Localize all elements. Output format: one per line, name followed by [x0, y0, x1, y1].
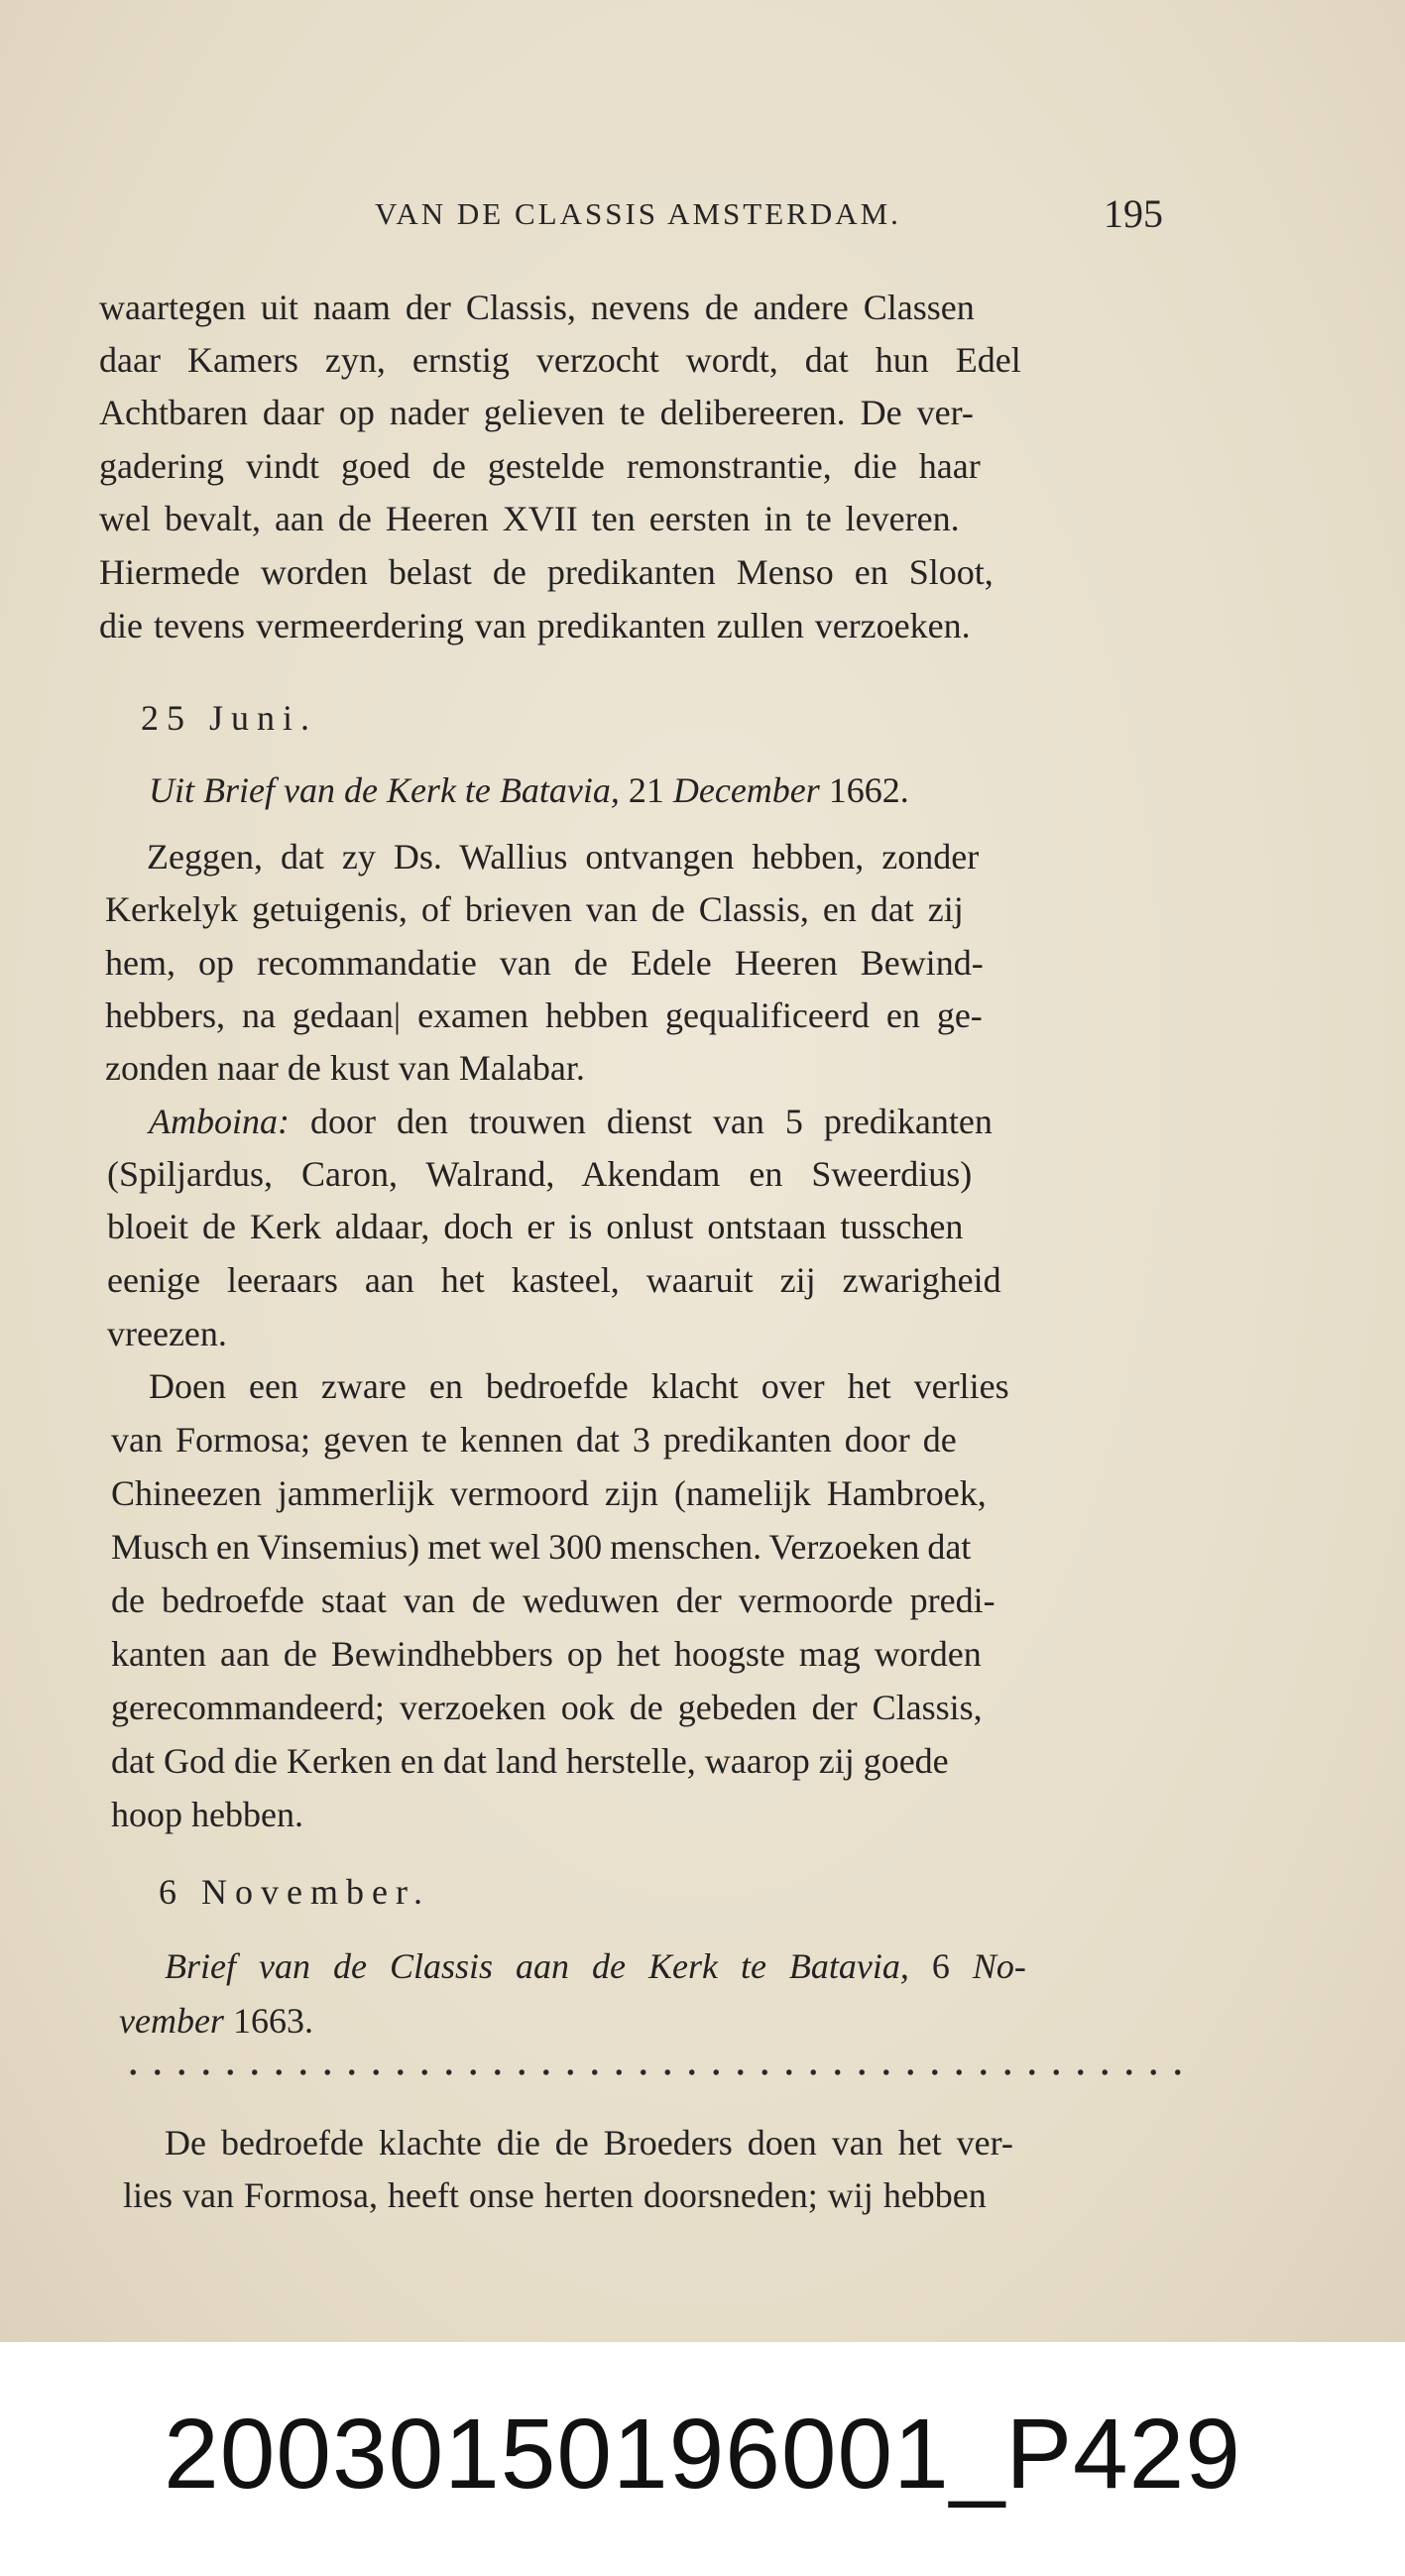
body-line: hem, op recommandatie van de Edele Heeren Bewind- [105, 943, 984, 983]
body-line: Kerkelyk getuigenis, of brieven van de Classis, en dat zij [105, 889, 964, 929]
body-line: gadering vindt goed de gestelde remonstrantie, die haar [99, 446, 981, 486]
source-title: Brief van de Classis aan de Kerk te Batavia, [165, 1946, 909, 1986]
date-heading: 6 November. [159, 1872, 430, 1912]
image-identifier: 20030150196001_P429 [164, 2399, 1241, 2510]
date-heading: 25 Juni. [141, 698, 318, 738]
page-number: 195 [1104, 191, 1163, 236]
source-month: December [672, 770, 820, 810]
body-line: gerecommandeerd; verzoeken ook de gebeden der Classis, [111, 1688, 983, 1727]
body-line: bloeit de Kerk aldaar, doch er is onlust ontstaan tusschen [107, 1207, 964, 1246]
amboina-text: door den trouwen dienst van 5 predikanten [289, 1102, 993, 1141]
ellipsis-dots [121, 2064, 1192, 2080]
source-day: 6 [908, 1946, 973, 1986]
source-month-cont: vember [119, 2001, 224, 2041]
source-line [149, 770, 909, 810]
body-line: Zeggen, dat zy Ds. Wallius ontvangen hebben, zonder [147, 837, 980, 877]
body-line: Achtbaren daar op nader gelieven te delibereeren. De ver- [99, 393, 974, 432]
source-line [119, 2001, 313, 2041]
body-line: kanten aan de Bewindhebbers op het hoogste mag worden [111, 1634, 982, 1674]
body-line: die tevens vermeerdering van predikanten zullen verzoeken. [99, 606, 971, 645]
body-line: wel bevalt, aan de Heeren XVII ten eersten in te leveren. [99, 499, 960, 538]
body-line: Musch en Vinsemius) met wel 300 menschen. Verzoeken dat [111, 1527, 972, 1567]
body-line: zonden naar de kust van Malabar. [105, 1048, 585, 1088]
body-line: de bedroefde staat van de weduwen der vermoorde predi- [111, 1581, 995, 1620]
body-line: dat God die Kerken en dat land herstelle, waarop zij goede [111, 1741, 949, 1781]
source-day: 21 [619, 770, 673, 810]
caption-strip [0, 2342, 1405, 2576]
body-line: van Formosa; geven te kennen dat 3 predikanten door de [111, 1420, 957, 1460]
source-line [165, 1946, 1026, 1986]
source-title: Uit Brief van de Kerk te Batavia, [149, 770, 620, 810]
body-line: Hiermede worden belast de predikanten Menso en Sloot, [99, 552, 994, 592]
body-line: vreezen. [107, 1314, 227, 1353]
body-line: hoop hebben. [111, 1795, 303, 1834]
body-line [149, 1102, 993, 1141]
body-line: De bedroefde klachte die de Broeders doen van het ver- [165, 2123, 1013, 2163]
body-line: waartegen uit naam der Classis, nevens de andere Classen [99, 288, 975, 327]
body-line: Doen een zware en bedroefde klacht over het verlies [149, 1366, 1009, 1406]
body-line: lies van Formosa, heeft onse herten doorsneden; wij hebben [123, 2175, 987, 2215]
source-year: 1662. [819, 770, 909, 810]
body-line: eenige leeraars aan het kasteel, waaruit zij zwarigheid [107, 1260, 1001, 1300]
running-title: VAN DE CLASSIS AMSTERDAM. [375, 196, 901, 231]
body-line: Chineezen jammerlijk vermoord zijn (namelijk Hambroek, [111, 1473, 987, 1513]
amboina-label: Amboina: [149, 1102, 290, 1141]
source-year: 1663. [223, 2001, 313, 2041]
body-line: hebbers, na gedaan| examen hebben gequalificeerd en ge- [105, 995, 983, 1035]
source-month: No- [972, 1946, 1026, 1986]
body-line: (Spiljardus, Caron, Walrand, Akendam en Sweerdius) [107, 1154, 973, 1194]
running-head [0, 190, 1405, 250]
body-line: daar Kamers zyn, ernstig verzocht wordt, dat hun Edel [99, 340, 1021, 380]
